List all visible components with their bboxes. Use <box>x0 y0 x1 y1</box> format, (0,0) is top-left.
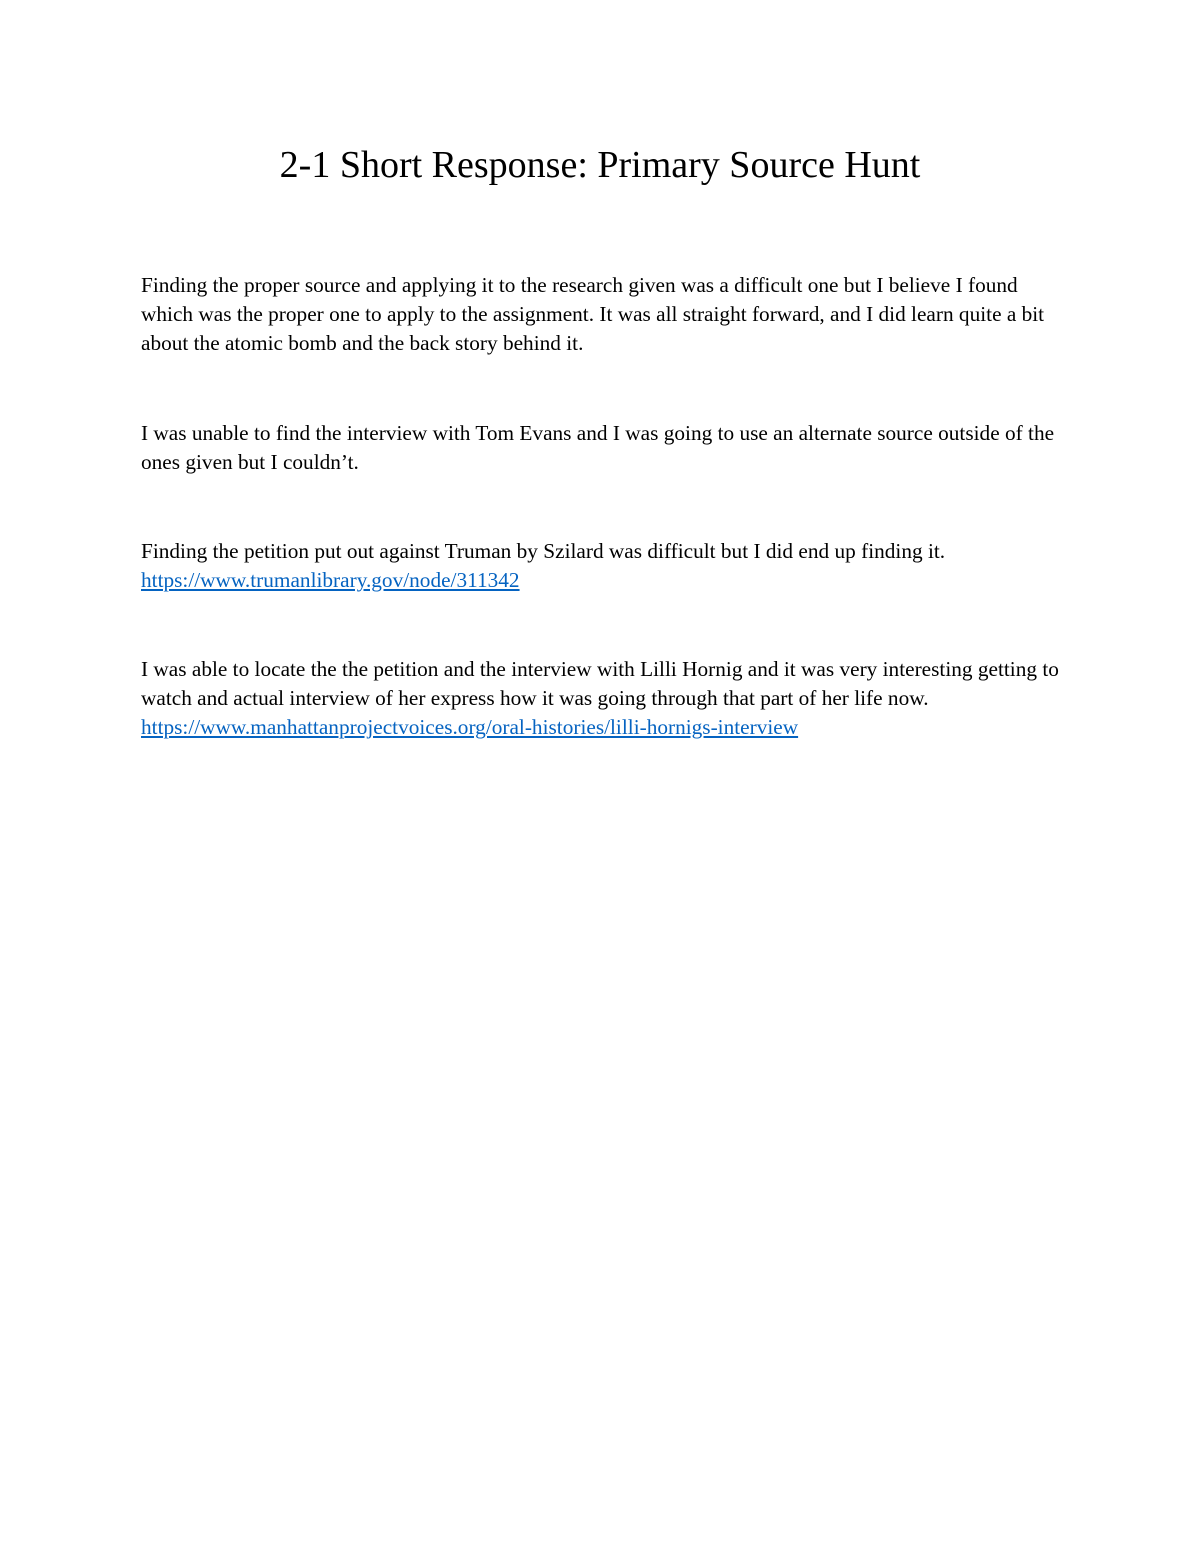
paragraph-4 <box>141 655 1061 742</box>
paragraph-3 <box>141 537 1061 595</box>
manhattan-project-voices-link[interactable]: https://www.manhattanprojectvoices.org/oral-histories/lilli-hornigs-interview <box>141 715 799 739</box>
truman-library-link[interactable]: https://www.trumanlibrary.gov/node/311342 <box>141 568 520 592</box>
paragraph-1 <box>141 271 1061 358</box>
paragraph-3-text: Finding the petition put out against Truman by Szilard was difficult but I did end up finding it. <box>141 539 946 563</box>
paragraph-1-text: Finding the proper source and applying it to the research given was a difficult one but I believe I found which was the proper one to apply to the assignment. It was all straight forward, and I did learn quite a bit about the atomic bomb and the back story behind it. <box>141 273 1045 355</box>
paragraph-4-text: I was able to locate the the petition and the interview with Lilli Hornig and it was very interesting getting to watch and actual interview of her express how it was going through that part of her life now. <box>141 657 1059 710</box>
paragraph-2-text: I was unable to find the interview with Tom Evans and I was going to use an alternate source outside of the ones given but I couldn’t. <box>141 421 1055 474</box>
paragraph-2 <box>141 419 1061 477</box>
document-title: 2-1 Short Response: Primary Source Hunt <box>279 144 921 186</box>
